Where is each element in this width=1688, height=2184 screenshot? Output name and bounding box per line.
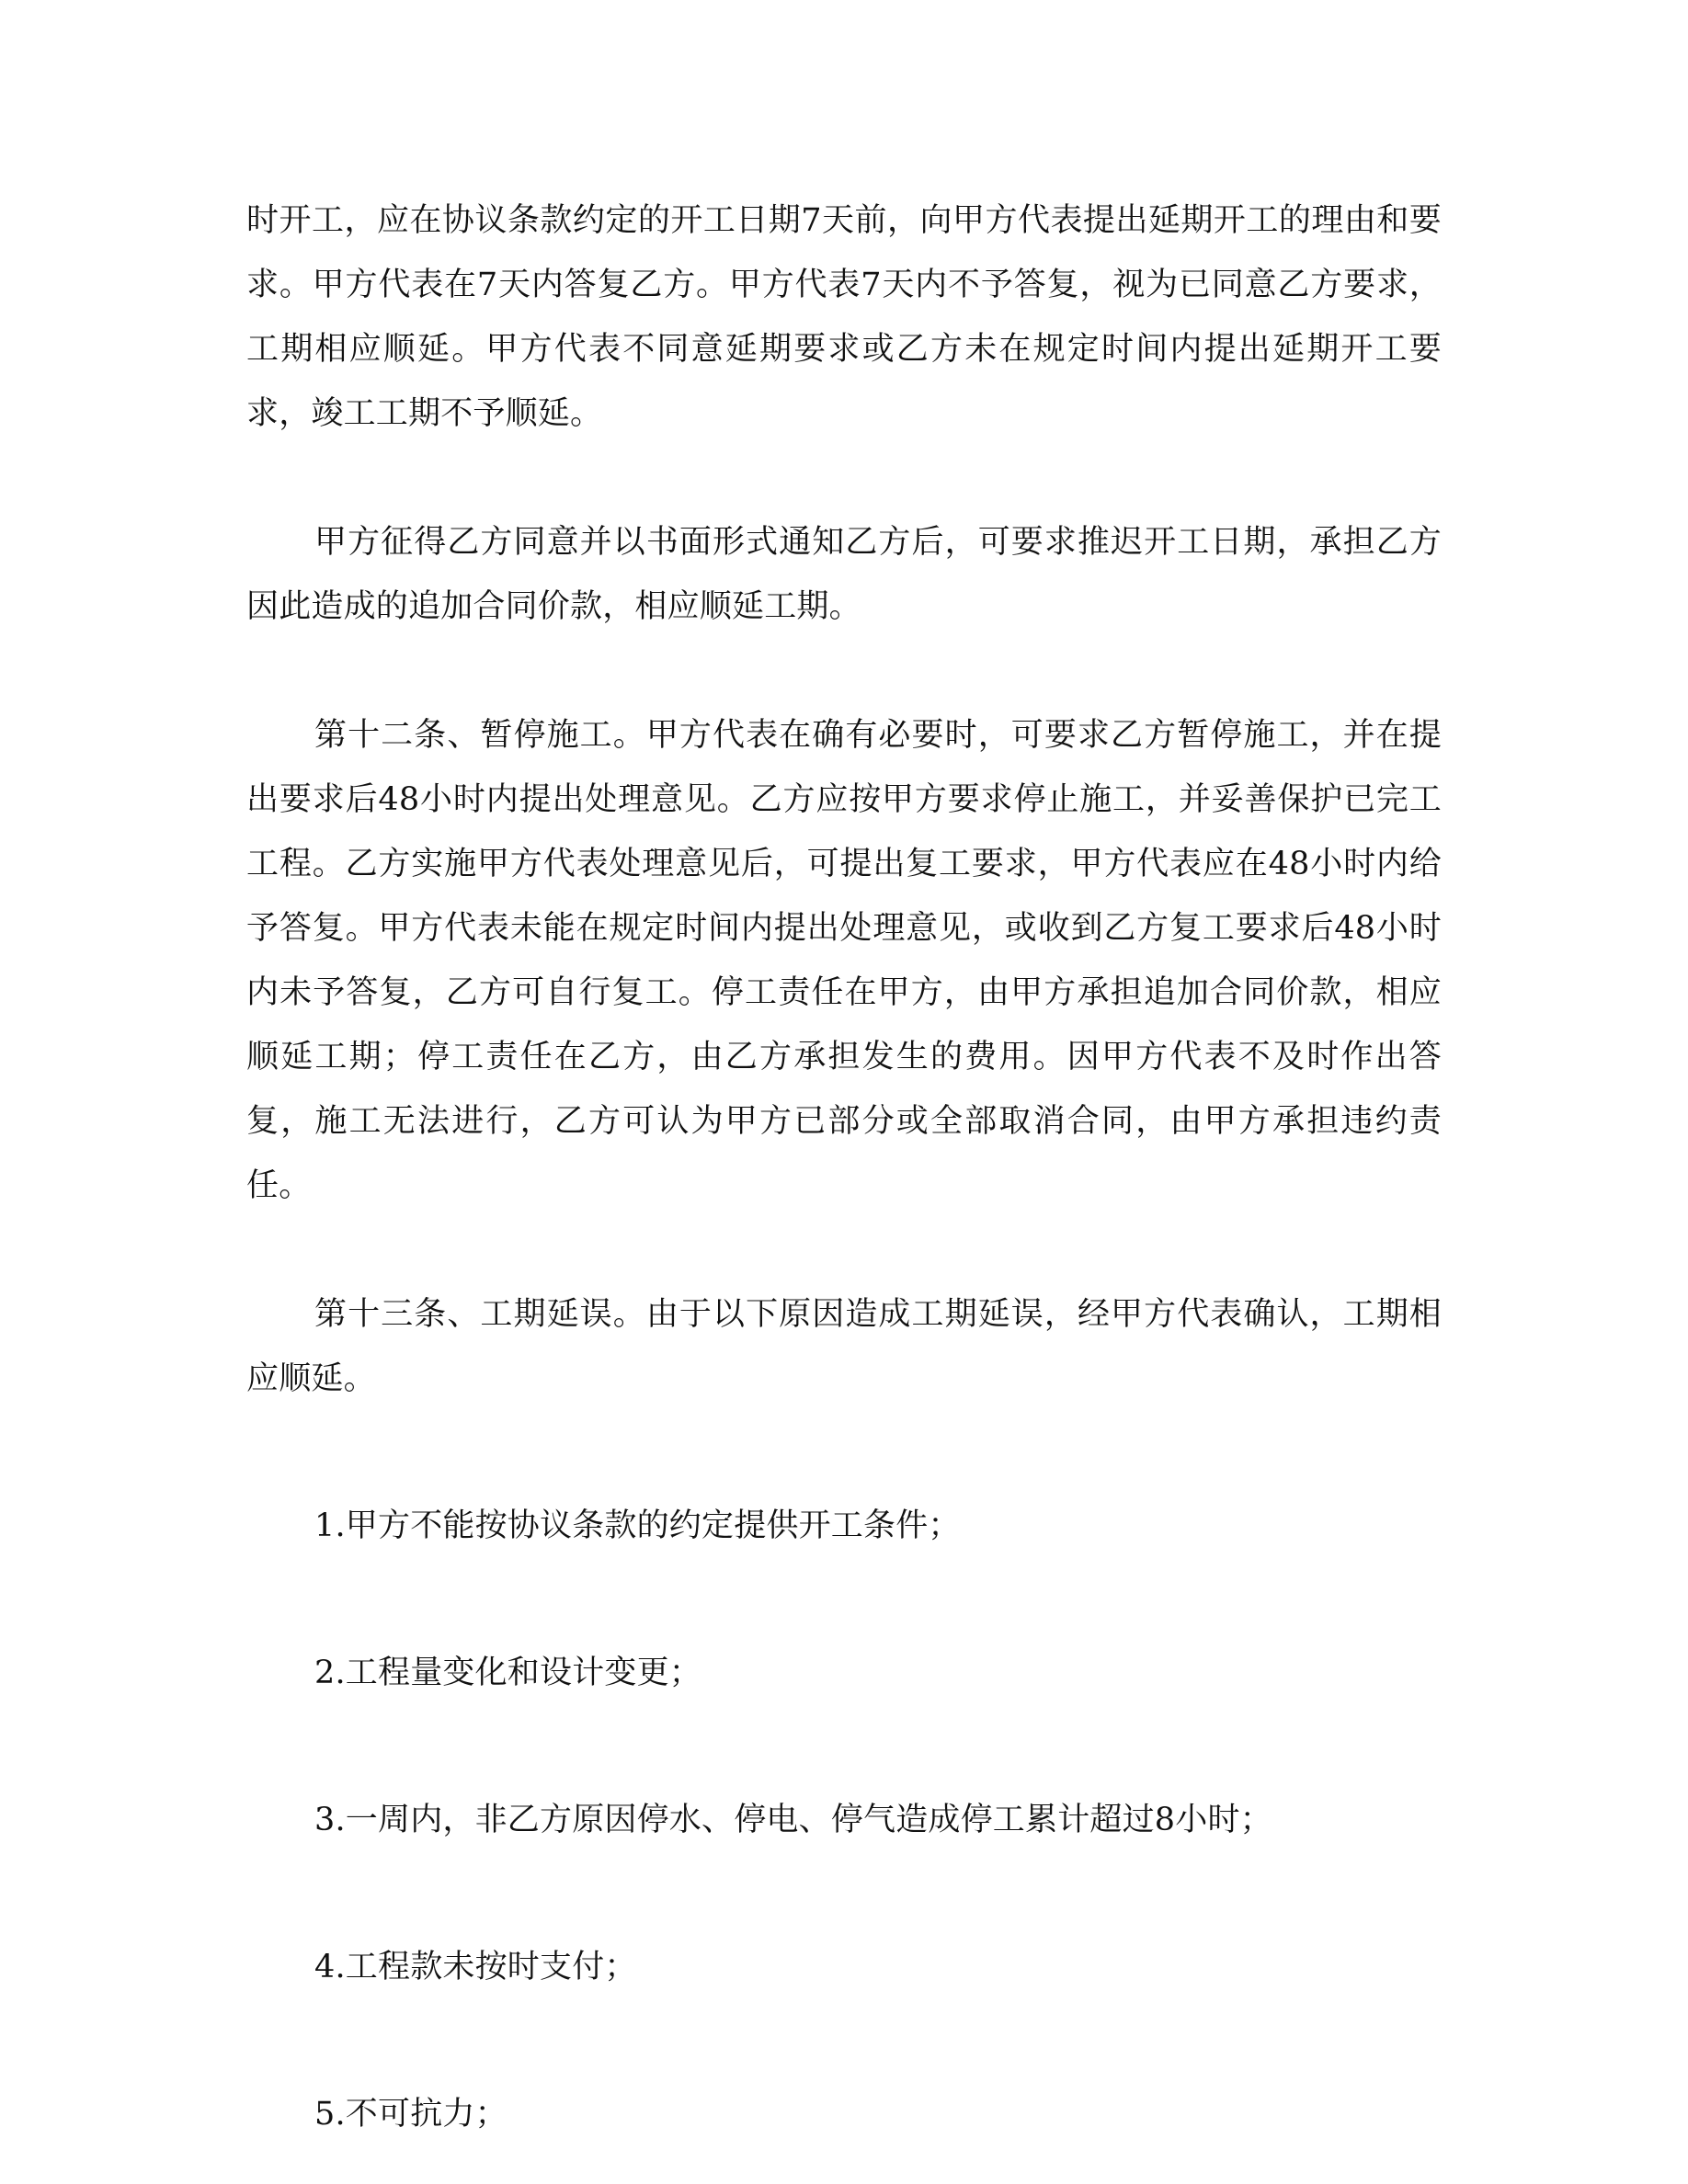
paragraph-postpone-start: 甲方征得乙方同意并以书面形式通知乙方后，可要求推迟开工日期，承担乙方因此造成的追加合同价款，相应顺延工期。 — [246, 524, 1442, 625]
paragraph-article-13: 第十三条、工期延误。由于以下原因造成工期延误，经甲方代表确认，工期相应顺延。 — [246, 1296, 1442, 1397]
list-item-5: 5.不可抗力； — [314, 2096, 508, 2133]
paragraph-delay-start: 时开工，应在协议条款约定的开工日期7天前，向甲方代表提出延期开工的理由和要求。甲方代表在7天内答复乙方。甲方代表7天内不予答复，视为已同意乙方要求，工期相应顺延。甲方代表不同意延期要求或乙方未在规定时间内提出延期开工要求，竣工工期不予顺延。 — [246, 202, 1442, 432]
list-item-1: 1.甲方不能按协议条款的约定提供开工条件； — [314, 1507, 961, 1544]
document-body — [246, 188, 1442, 2146]
list-item-3: 3.一周内，非乙方原因停水、停电、停气造成停工累计超过8小时； — [314, 1802, 1272, 1838]
list-item-2: 2.工程量变化和设计变更； — [314, 1655, 701, 1691]
paragraph-article-12: 第十二条、暂停施工。甲方代表在确有必要时，可要求乙方暂停施工，并在提出要求后48小时内提出处理意见。乙方应按甲方要求停止施工，并妥善保护已完工工程。乙方实施甲方代表处理意见后，可提出复工要求，甲方代表应在48小时内给予答复。甲方代表未能在规定时间内提出处理意见，或收到乙方复工要求后48小时内未予答复，乙方可自行复工。停工责任在甲方，由甲方承担追加合同价款，相应顺延工期；停工责任在乙方，由乙方承担发生的费用。因甲方代表不及时作出答复，施工无法进行，乙方可认为甲方已部分或全部取消合同，由甲方承担违约责任。 — [246, 717, 1442, 1204]
list-item-4: 4.工程款未按时支付； — [314, 1949, 637, 1985]
